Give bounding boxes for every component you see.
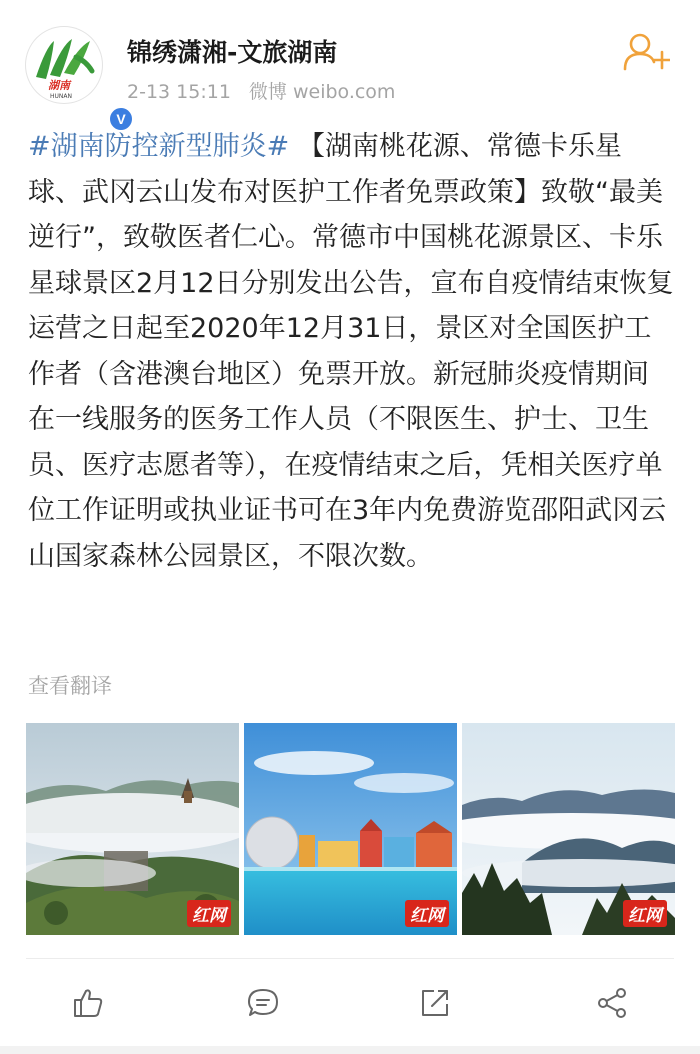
bottom-separator [0, 1046, 700, 1054]
comment-button[interactable] [233, 979, 293, 1027]
timestamp: 2-13 15:11 [127, 81, 231, 103]
user-name[interactable]: 锦绣潇湘-文旅湖南 [127, 38, 338, 67]
avatar-text: 湖南 [48, 79, 70, 92]
hashtag-link[interactable]: #湖南防控新型肺炎# [28, 131, 290, 162]
repost-icon [418, 986, 452, 1020]
share-icon [595, 986, 629, 1020]
translate-link[interactable]: 查看翻译 [28, 674, 112, 698]
post-source: 微博 weibo.com [248, 81, 396, 103]
actions-divider [26, 958, 674, 959]
add-user-icon[interactable] [622, 32, 670, 72]
hunan-logo-icon [26, 27, 102, 103]
thumbs-up-icon [71, 986, 105, 1020]
comment-icon [246, 986, 280, 1020]
watermark-label: 红网 [405, 900, 449, 927]
verified-badge-icon: V [108, 106, 134, 132]
post-body: 【湖南桃花源、常德卡乐星球、武冈云山发布对医护工作者免票政策】致敬“最美逆行”，致敬医者仁心。常德市中国桃花源景区、卡乐星球景区2月12日分别发出公告，宣布自疫情结束恢复运营之日起至2020年12月31日，景区对全国医护工作者（含港澳台地区）免票开放。新冠肺炎疫情期间在一线服务的医务工作人员（不限医生、护士、卫生员、医疗志愿者等），在疫情结束之后，凭相关医疗单位工作证明或执业证书可在3年内免费游览邵阳武冈云山国家森林公园景区，不限次数。 [28, 131, 674, 572]
like-button[interactable] [58, 979, 118, 1027]
post-header [0, 0, 700, 127]
repost-button[interactable] [405, 979, 465, 1027]
post-meta [127, 77, 413, 104]
avatar-subtext: HUNAN [50, 93, 72, 100]
post-text [28, 124, 674, 579]
post-image-2[interactable] [244, 723, 457, 935]
action-bar [0, 965, 700, 1040]
avatar[interactable] [26, 27, 126, 127]
image-grid [26, 723, 674, 935]
watermark-label: 红网 [187, 900, 231, 927]
post-image-3[interactable] [462, 723, 675, 935]
watermark-label: 红网 [623, 900, 667, 927]
share-button[interactable] [582, 979, 642, 1027]
post-image-1[interactable] [26, 723, 239, 935]
